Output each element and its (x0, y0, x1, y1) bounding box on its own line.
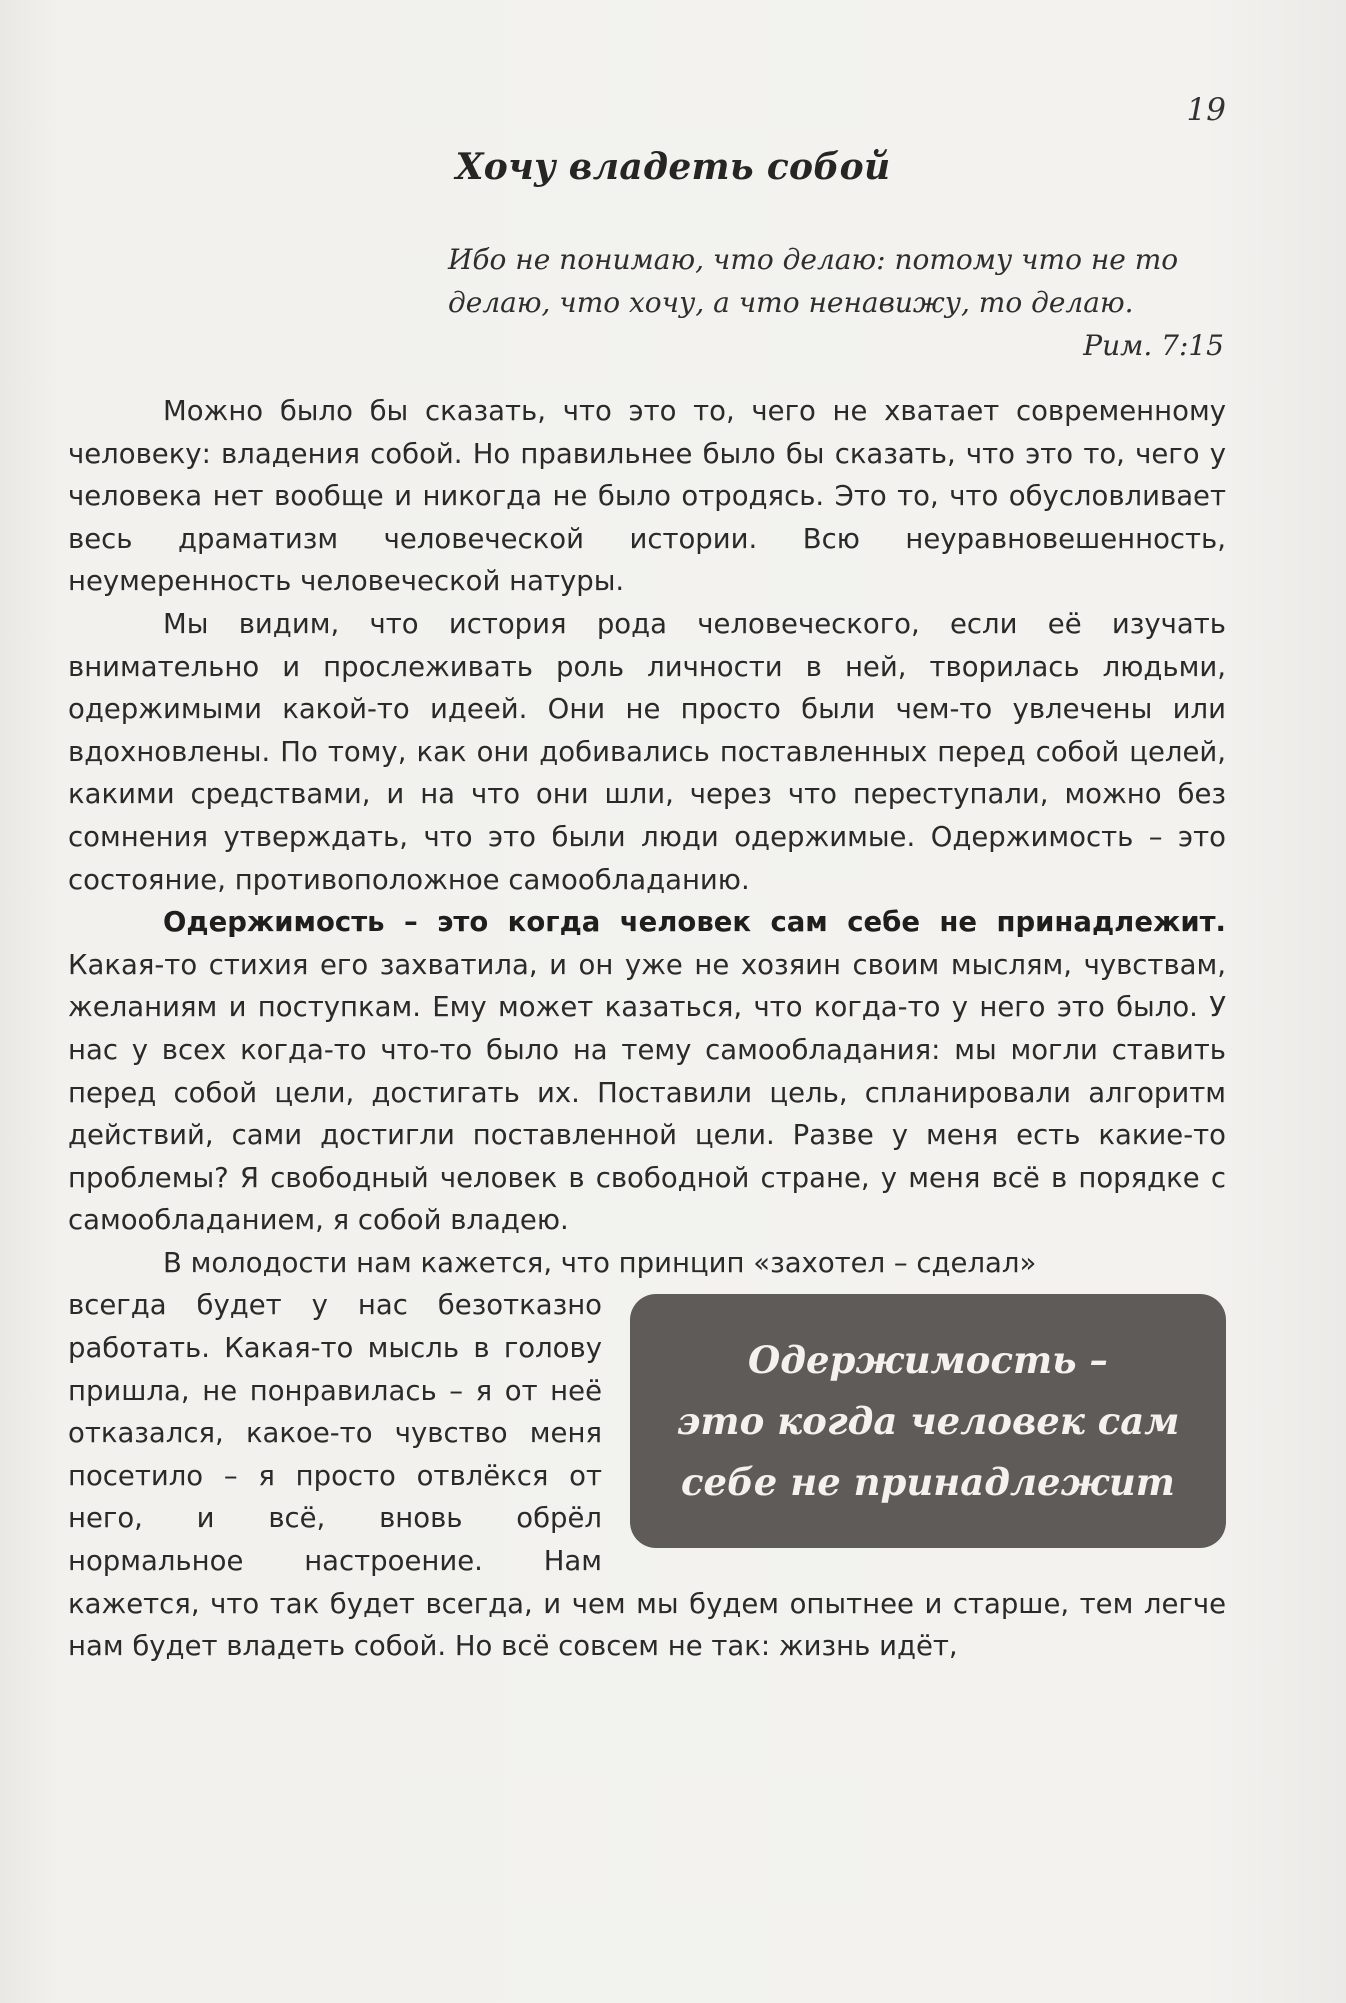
bold-lead-sentence: Одержимость – это когда человек сам себе не принадлежит. (163, 906, 1226, 939)
pull-quote-line-1: Одержимость – (748, 1337, 1108, 1382)
paragraph-3-text: Какая-то стихия его захватила, и он уже не хозяин своим мыслям, чувствам, желаниям и поступкам. Ему может казаться, что когда-то у него это было. У нас у всех когда-то что-то было на тему самообладания: мы могли ставить перед собой цели, достигать их. Поставили цель, спланировали алгоритм действий, сами достигли поставленной цели. Разве у меня есть какие-то проблемы? Я свободный человек в свободной стране, у меня всё в порядке с самообладанием, я собой владею. (68, 948, 1226, 1237)
paragraph-2: Мы видим, что история рода человеческого, если её изучать внимательно и прослеживать роль личности в ней, творилась людьми, одержимыми какой-то идеей. Они не просто были чем-то увлечены или вдохновлены. По тому, как они добивались поставленных перед собой целей, какими средствами, и на что они шли, через что переступали, можно без сомнения утверждать, что это были люди одержимые. Одержимость – это состояние, противоположное самообладанию. (68, 607, 1226, 896)
epigraph-quote: Ибо не понимаю, что делаю: потому что не то делаю, что хочу, а что ненавижу, то делаю. (448, 243, 1179, 319)
paragraph-4-first-line: В молодости нам кажется, что принцип «захотел – сделал» (163, 1246, 1037, 1279)
pull-quote-box (630, 1294, 1226, 1548)
paragraph-1: Можно было бы сказать, что это то, чего не хватает современному человеку: владения собой. Но правильнее было бы сказать, что это то, чего у человека нет вообще и никогда не было отродясь. Это то, что обусловливает весь драматизм человеческой истории. Всю неуравновешенность, неумеренность человеческой натуры. (68, 395, 1226, 598)
pull-quote-line-3: себе не принадлежит (681, 1459, 1175, 1504)
body-text (68, 390, 1226, 1668)
pull-quote-text (677, 1330, 1180, 1513)
page-number: 19 (1186, 92, 1226, 128)
epigraph-source: Рим. 7:15 (1083, 329, 1224, 362)
paragraph-3 (68, 901, 1226, 1242)
paragraph-4: всегда будет у нас безотказно работать. Какая-то мысль в голову пришла, не понравилась – я от неё отказался, какое-то чувство меня посетило – я просто отвлёкся от него, и всё, вновь обрёл нормальное настроение. Нам кажется, что так будет всегда, и чем мы будем опытнее и старше, тем легче нам будет владеть собой. Но всё совсем не так: жизнь идёт, (68, 1289, 1226, 1663)
epigraph (448, 238, 1224, 367)
chapter-title: Хочу владеть собой (455, 146, 891, 188)
pull-quote-line-2: это когда человек сам (676, 1398, 1180, 1443)
